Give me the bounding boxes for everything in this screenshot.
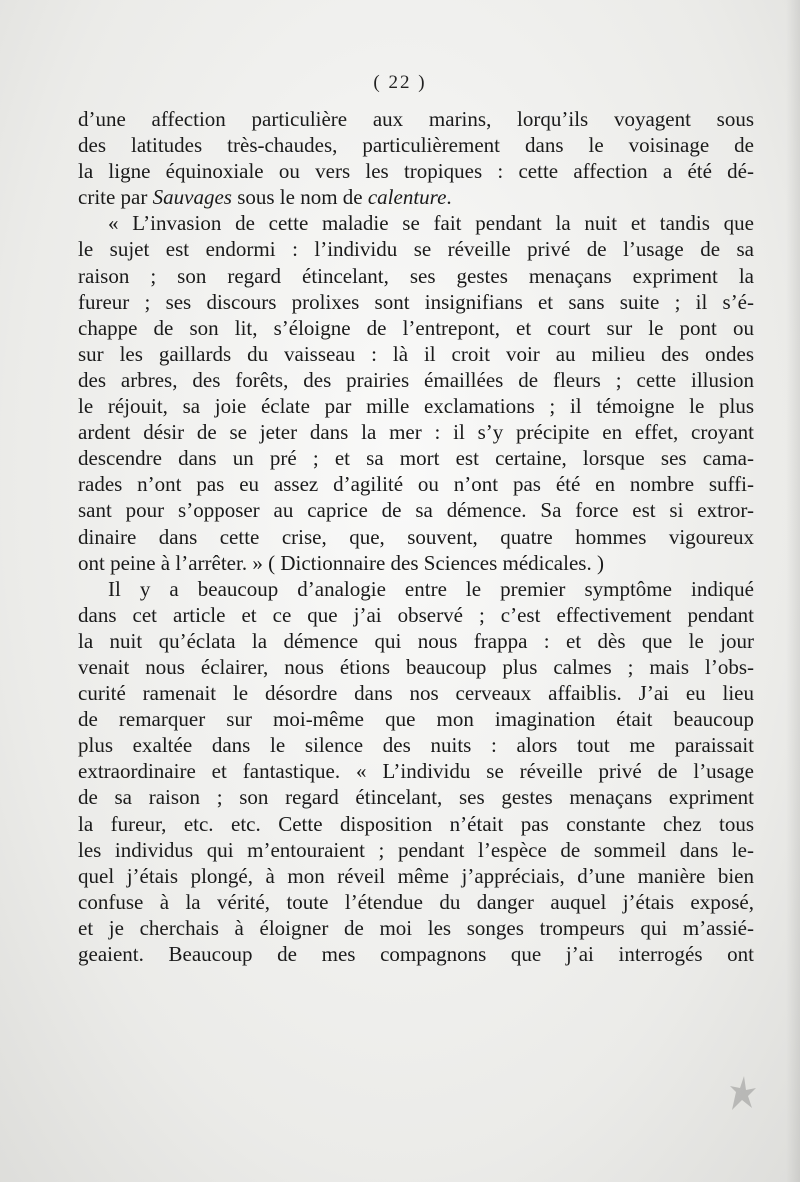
text-line: sur les gaillards du vaisseau : là il croit voir au milieu des ondes: [78, 341, 754, 366]
text-line: de sa raison ; son regard étincelant, ses gestes menaçans expriment: [78, 785, 754, 810]
text-line: le sujet est endormi : l’individu se réveille privé de l’usage de sa: [78, 237, 754, 262]
text-line: « L’invasion de cette maladie se fait pendant la nuit et tandis que: [108, 211, 754, 236]
text-line: quel j’étais plongé, à mon réveil même j’appréciais, d’une manière bien: [78, 863, 754, 888]
text-line: la fureur, etc. etc. Cette disposition n’était pas constante chez tous: [78, 811, 754, 836]
text-line: le réjouit, sa joie éclate par mille exclamations ; il témoigne le plus: [78, 394, 754, 419]
text-line: descendre dans un pré ; et sa mort est certaine, lorsque ses cama-: [78, 446, 754, 471]
text-line: plus exaltée dans le silence des nuits : alors tout me paraissait: [78, 733, 754, 758]
text-line: confuse à la vérité, toute l’étendue du danger auquel j’étais exposé,: [78, 889, 754, 914]
page-number: ( 22 ): [373, 72, 427, 93]
text-line: chappe de son lit, s’éloigne de l’entrepont, et court sur le pont ou: [78, 315, 754, 340]
text-line: sant pour s’opposer au caprice de sa démence. Sa force est si extror-: [78, 498, 754, 523]
text-line: geaient. Beaucoup de mes compagnons que j’ai interrogés ont: [78, 942, 754, 966]
text-line: ont peine à l’arrêter. » ( Dictionnaire des Sciences médicales. ): [78, 550, 604, 575]
term-calenture: calenture: [367, 185, 447, 210]
ink-mark-decoration: [724, 1072, 760, 1112]
page-edge-shadow: [786, 0, 800, 1182]
text-line: fureur ; ses discours prolixes sont insignifians et sans suite ; il s’é-: [78, 289, 754, 314]
text-line: d’une affection particulière aux marins, lorqu’ils voyagent sous: [78, 107, 754, 131]
text-line: les individus qui m’entouraient ; pendant l’espèce de sommeil dans le-: [78, 837, 754, 862]
text-line: rades n’ont pas eu assez d’agilité ou n’ont pas été en nombre suffi-: [78, 472, 754, 497]
text-line: des latitudes très-chaudes, particulièrement dans le voisinage de: [78, 133, 754, 158]
text-line: ardent désir de se jeter dans la mer : il s’y précipite en effet, croyant: [78, 420, 754, 445]
body-text: [78, 106, 754, 967]
text-line: la nuit qu’éclata la démence qui nous frappa : et dès que le jour: [78, 628, 754, 653]
text-line: curité ramenait le désordre dans nos cerveaux affaiblis. J’ai eu lieu: [78, 681, 754, 706]
text-line: dinaire dans cette crise, que, souvent, quatre hommes vigoureux: [78, 524, 754, 549]
author-name: Sauvages: [152, 185, 232, 210]
text-segment: crite par: [78, 185, 153, 210]
text-line: raison ; son regard étincelant, ses gestes menaçans expriment la: [78, 263, 754, 288]
text-segment: sous le nom de: [231, 185, 368, 210]
text-line: la ligne équinoxiale ou vers les tropiques : cette affection a été dé-: [78, 159, 754, 184]
text-line: Il y a beaucoup d’analogie entre le premier symptôme indiqué: [108, 576, 754, 601]
text-line: dans cet article et ce que j’ai observé ; c’est effectivement pendant: [78, 602, 754, 627]
text-line: [78, 184, 754, 210]
text-segment: .: [446, 185, 452, 210]
text-line: des arbres, des forêts, des prairies émaillées de fleurs ; cette illusion: [78, 367, 754, 392]
text-line: extraordinaire et fantastique. « L’individu se réveille privé de l’usage: [78, 759, 754, 784]
text-line: de remarquer sur moi-même que mon imagination était beaucoup: [78, 707, 754, 732]
text-line: et je cherchais à éloigner de moi les songes trompeurs qui m’assié-: [78, 915, 754, 940]
text-line: venait nous éclairer, nous étions beaucoup plus calmes ; mais l’obs-: [78, 654, 754, 679]
